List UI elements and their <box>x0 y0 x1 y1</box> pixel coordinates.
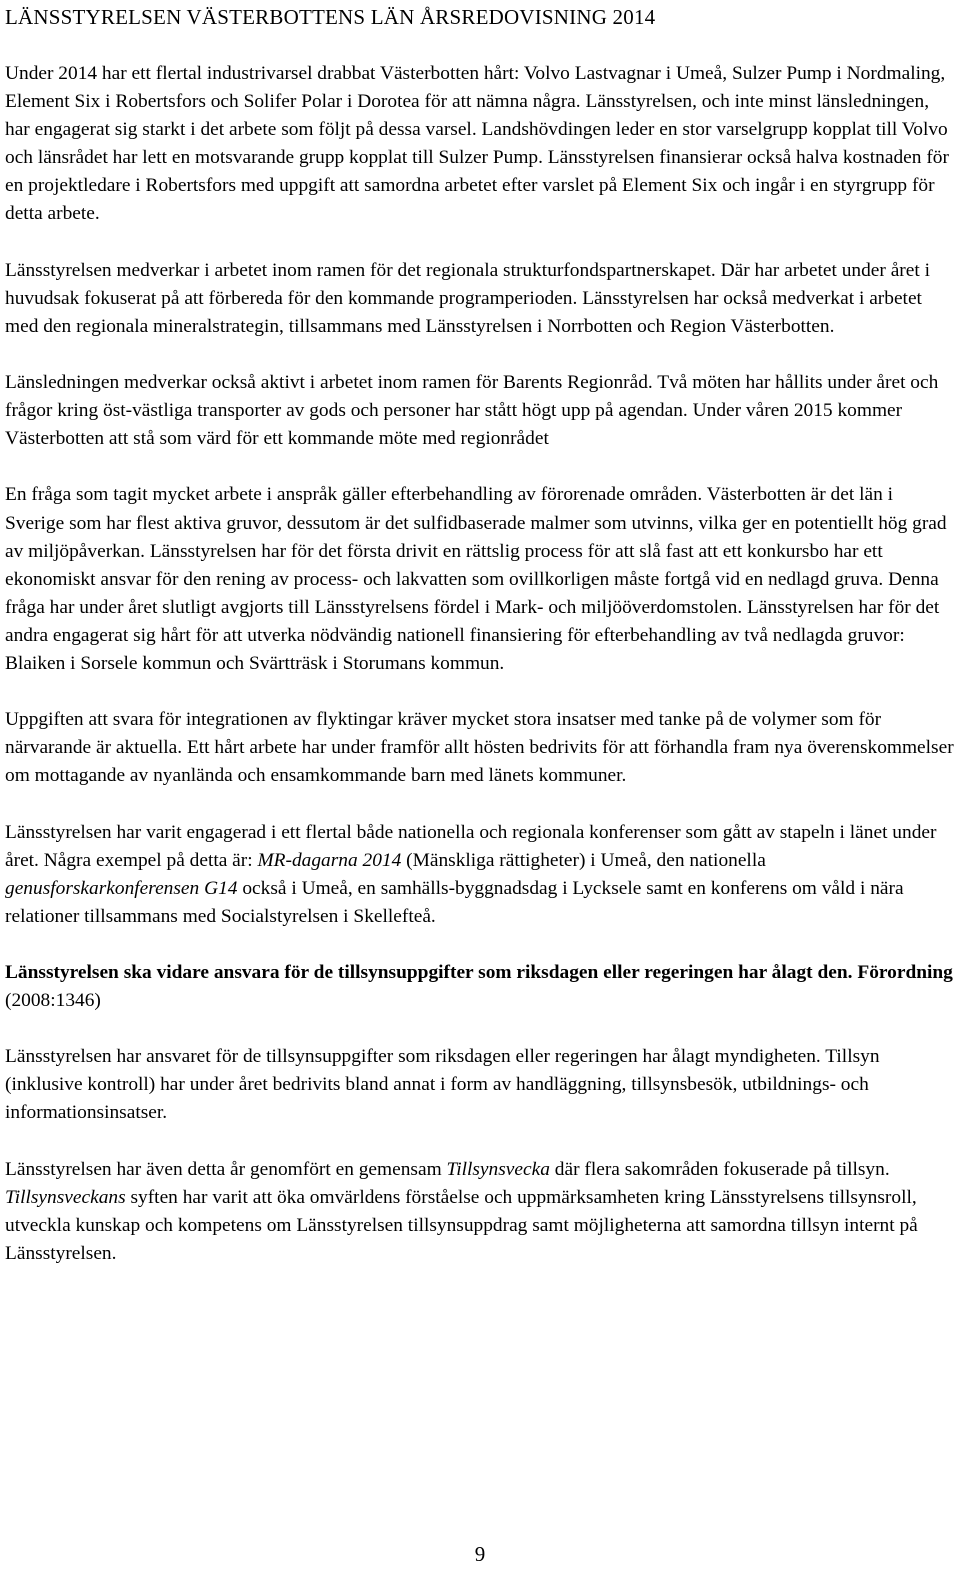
heading-regulation-number: (2008:1346) <box>5 990 101 1012</box>
paragraph-supervision-week <box>5 1156 955 1268</box>
section-heading-supervision <box>5 959 955 1015</box>
paragraph-structural-funds: Länsstyrelsen medverkar i arbetet inom ramen för det regionala strukturfondspartnerskapet. Där har arbetet under året i huvudsak fokuserat på att förbereda för den kommande programperioden. Länsstyrelsen har också medverkat i arbetet med den regionala mineralstrategin, tillsammans med Länsstyrelsen i Norrbotten och Region Västerbotten. <box>5 259 930 337</box>
heading-bold-text: Länsstyrelsen ska vidare ansvara för de tillsynsuppgifter som riksdagen eller regeringen har ålagt den. <box>5 962 853 983</box>
supervision-week-text-2: där flera sakområden fokuserade på tillsyn. <box>549 1158 890 1180</box>
paragraph-industrial-layoffs: Under 2014 har ett flertal industrivarsel drabbat Västerbotten hårt: Volvo Lastvagnar i Umeå, Sulzer Pump i Nordmaling, Element Six i Robertsfors och Solifer Polar i Dorotea för att nämna några. Länsstyrelsen, och inte minst länsledningen, har engagerat sig starkt i det arbete som följt på dessa varsel. Landshövdingen leder en stor varselgrupp kopplat till Volvo och länsrådet har lett en motsvarande grupp kopplat till Sulzer Pump. Länsstyrelsen finansierar också halva kostnaden för en projektledare i Robertsfors med uppgift att samordna arbetet efter varslet på Element Six och ingår i en styrgrupp för detta arbete. <box>5 63 949 225</box>
supervision-week-text-3: syften har varit att öka omvärldens förståelse och uppmärksamheten kring Länsstyrelsens tillsynsroll, utveckla kunskap och kompetens om Länsstyrelsen tillsynsuppdrag samt möjligheterna att samordna tillsyn internt på Länsstyrelsen. <box>5 1186 918 1264</box>
supervision-week-possessive: Tillsynsveckans <box>5 1186 126 1208</box>
body-text <box>5 60 955 1296</box>
paragraph-conferences <box>5 819 955 931</box>
conferences-text-1: Länsstyrelsen har varit engagerad i ett flertal både nationella och regionala konferenser som gått av stapeln i länet under året. Några exempel på detta är: <box>5 821 937 871</box>
conferences-genus-g14: genusforskarkonferensen G14 <box>5 877 238 899</box>
heading-regulation-label: Förordning <box>857 962 953 983</box>
conferences-text-2: (Mänskliga rättigheter) i Umeå, den nationella <box>401 849 766 871</box>
supervision-week-title: Tillsynsvecka <box>446 1158 550 1180</box>
page-number: 9 <box>474 1542 486 1566</box>
paragraph-refugee-integration: Uppgiften att svara för integrationen av flyktingar kräver mycket stora insatser med tanke på de volymer som för närvarande är aktuella. Ett hårt arbete har under framför allt hösten bedrivits för att förhandla fram nya överenskommelser om mottagande av nyanlända och ensamkommande barn med länets kommuner. <box>5 709 954 787</box>
paragraph-barents-council: Länsledningen medverkar också aktivt i arbetet inom ramen för Barents Regionråd. Två möten har hållits under året och frågor kring öst-västliga transporter av gods och personer har stått högt upp på agendan. Under våren 2015 kommer Västerbotten att stå som värd för ett kommande möte med regionrådet <box>5 372 939 450</box>
paragraph-supervision-tasks: Länsstyrelsen har ansvaret för de tillsynsuppgifter som riksdagen eller regeringen har ålagt myndigheten. Tillsyn (inklusive kontroll) har under året bedrivits bland annat i form av handläggning, tillsynsbesök, utbildnings- och informationsinsatser. <box>5 1046 880 1124</box>
conferences-text-3: också i Umeå, en samhälls-byggnadsdag i Lycksele samt en konferens om våld i nära relationer tillsammans med Socialstyrelsen i Skellefteå. <box>5 877 904 927</box>
supervision-week-text-1: Länsstyrelsen har även detta år genomfört en gemensam <box>5 1158 447 1180</box>
page-header: LÄNSSTYRELSEN VÄSTERBOTTENS LÄN ÅRSREDOVISNING 2014 <box>5 5 656 29</box>
conferences-mr-dagarna: MR-dagarna 2014 <box>257 849 402 871</box>
paragraph-contaminated-areas: En fråga som tagit mycket arbete i anspråk gäller efterbehandling av förorenade områden. Västerbotten är det län i Sverige som har flest aktiva gruvor, dessutom är det sulfidbaserade malmer som utvinns, vilka ger en potentiellt hög grad av miljöpåverkan. Länsstyrelsen har för det första drivit en rättslig process för att slå fast att ett konkursbo har ett ekonomiskt ansvar för den rening av process- och lakvatten som ovillkorligen måste fortgå vid en nedlagd gruva. Denna fråga har under året slutligt avgjorts till Länsstyrelsens fördel i Mark- och miljööverdomstolen. Länsstyrelsen har för det andra engagerat sig hårt för att utverka nödvändig nationell finansiering för efterbehandling av två nedlagda gruvor: Blaiken i Sorsele kommun och Svärtträsk i Storumans kommun. <box>5 484 947 674</box>
